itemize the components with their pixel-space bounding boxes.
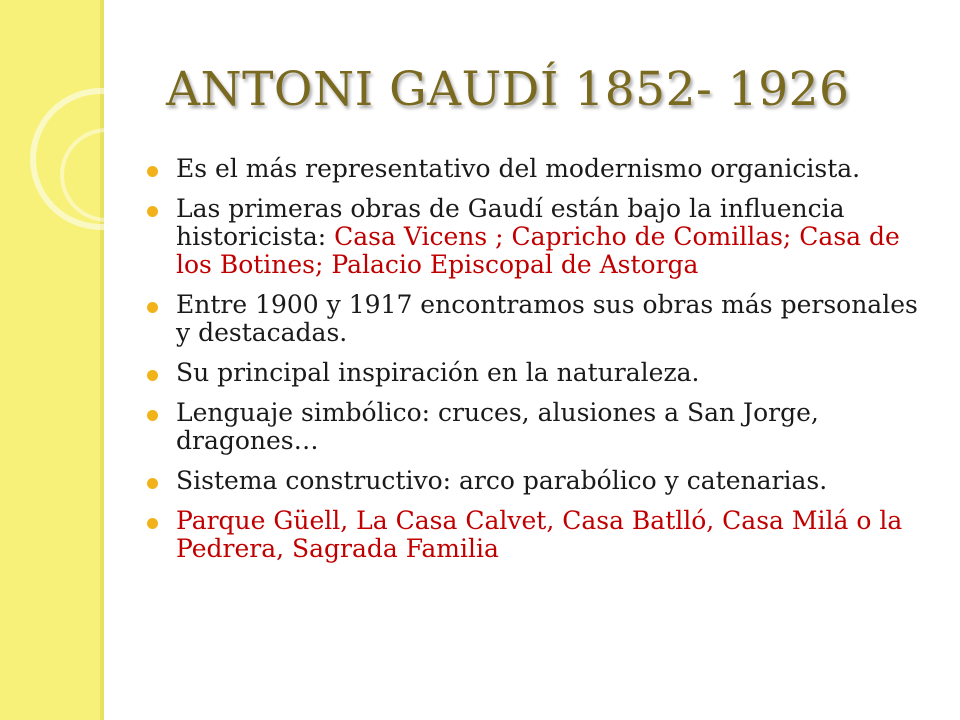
bullet-item <box>140 359 930 387</box>
bullet-dot-icon <box>147 302 158 313</box>
bullet-list <box>140 155 930 575</box>
bullet-item <box>140 155 930 183</box>
bullet-text: Es el más representativo del modernismo organicista. <box>176 154 861 183</box>
bullet-highlight-text: Parque Güell, La Casa Calvet, Casa Batlló, Casa Milá o la Pedrera, Sagrada Familia <box>176 506 903 563</box>
bullet-dot-icon <box>147 166 158 177</box>
bullet-dot-icon <box>147 370 158 381</box>
bullet-item <box>140 291 930 347</box>
bullet-text: Su principal inspiración en la naturaleza. <box>176 358 700 387</box>
bullet-text: Entre 1900 y 1917 encontramos sus obras más personales y destacadas. <box>176 290 918 347</box>
sidebar-strip <box>0 0 104 720</box>
bullet-item <box>140 507 930 563</box>
bullet-item <box>140 195 930 279</box>
bullet-text: Lenguaje simbólico: cruces, alusiones a San Jorge, dragones… <box>176 398 819 455</box>
slide-title: ANTONI GAUDÍ 1852- 1926 <box>166 62 850 117</box>
bullet-dot-icon <box>147 206 158 217</box>
bullet-dot-icon <box>147 410 158 421</box>
bullet-dot-icon <box>147 518 158 529</box>
bullet-highlight-text: Casa Vicens ; Capricho de Comillas; Casa de los Botines; Palacio Episcopal de Astorga <box>176 222 900 279</box>
bullet-item <box>140 467 930 495</box>
bullet-item <box>140 399 930 455</box>
bullet-text: Las primeras obras de Gaudí están bajo la influencia historicista: <box>176 194 845 251</box>
bullet-text: Sistema constructivo: arco parabólico y catenarias. <box>176 466 828 495</box>
bullet-dot-icon <box>147 478 158 489</box>
